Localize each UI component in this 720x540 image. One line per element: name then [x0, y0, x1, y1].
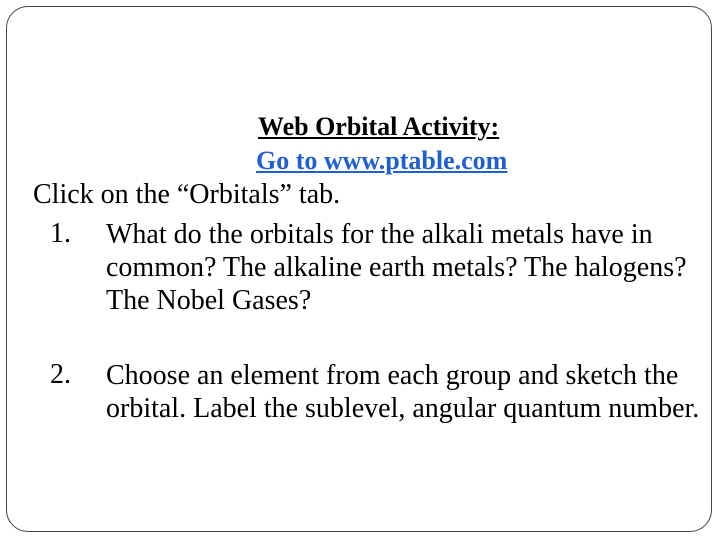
question-2-text	[106, 359, 712, 425]
question-1-number: 1.	[50, 218, 71, 249]
question-1-line: The Nobel Gases?	[106, 285, 312, 316]
question-2-line: Choose an element from each group and sketch the	[106, 360, 679, 391]
slide-title: Web Orbital Activity:	[258, 112, 500, 141]
ptable-link[interactable]: Go to www.ptable.com	[256, 146, 508, 175]
question-1-line: common? The alkaline earth metals? The halogens?	[106, 252, 687, 283]
question-1-line: What do the orbitals for the alkali metals have in	[106, 219, 653, 250]
question-1-text	[106, 218, 712, 317]
intro-instruction: Click on the “Orbitals” tab.	[33, 179, 341, 210]
question-2-number: 2.	[50, 359, 71, 390]
question-2-line: orbital. Label the sublevel, angular quantum number.	[106, 393, 700, 424]
